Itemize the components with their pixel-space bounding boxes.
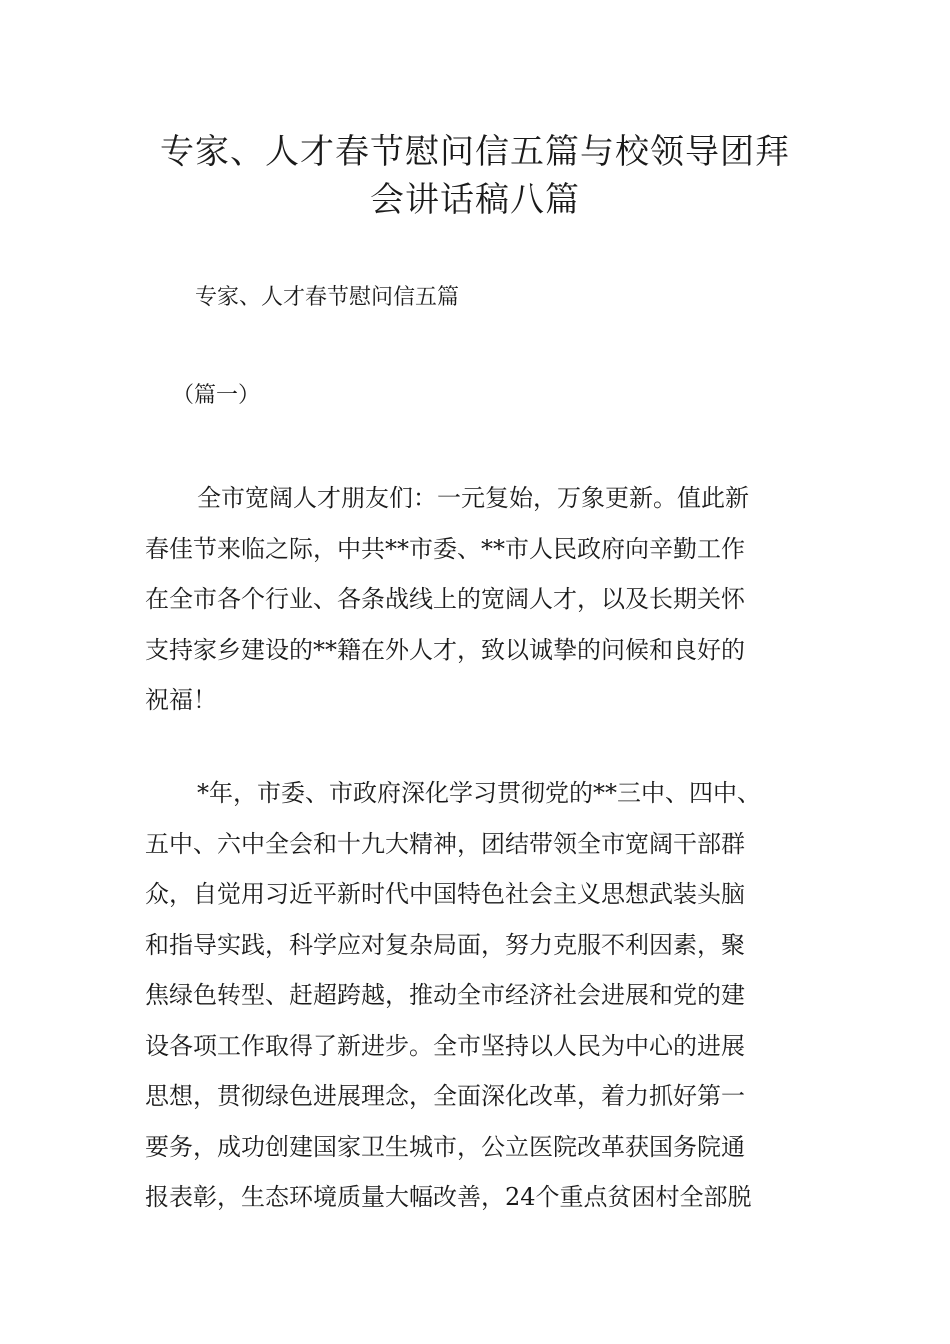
paragraph-line: 全市宽阔人才朋友们：一元复始，万象更新。值此新 <box>197 484 749 512</box>
paragraph-line: 春佳节来临之际，中共**市委、**市人民政府向辛勤工作 <box>145 534 745 563</box>
paragraph-line: 报表彰，生态环境质量大幅改善，24个重点贫困村全部脱 <box>145 1183 752 1211</box>
section-label: （篇一） <box>172 383 261 408</box>
paragraph-line: 焦绿色转型、赶超跨越，推动全市经济社会进展和党的建 <box>145 981 745 1009</box>
document-title <box>0 128 950 224</box>
paragraph-2 <box>145 768 809 1223</box>
paragraph-line: 思想，贯彻绿色进展理念，全面深化改革，着力抓好第一 <box>145 1082 745 1110</box>
paragraph-line: 祝福！ <box>145 686 217 714</box>
title-line: 专家、人才春节慰问信五篇与校领导团拜 <box>160 132 790 172</box>
paragraph-line: 众，自觉用习近平新时代中国特色社会主义思想武装头脑 <box>145 880 745 908</box>
paragraph-line: 设各项工作取得了新进步。全市坚持以人民为中心的进展 <box>145 1031 745 1060</box>
paragraph-line: 和指导实践，科学应对复杂局面，努力克服不利因素，聚 <box>145 930 745 959</box>
paragraph-line: 在全市各个行业、各条战线上的宽阔人才，以及长期关怀 <box>145 585 745 613</box>
title-line: 会讲话稿八篇 <box>370 180 580 220</box>
paragraph-line: 要务，成功创建国家卫生城市，公立医院改革获国务院通 <box>145 1132 745 1161</box>
paragraph-line: 支持家乡建设的**籍在外人才，致以诚挚的问候和良好的 <box>145 635 745 664</box>
paragraph-line: 五中、六中全会和十九大精神，团结带领全市宽阔干部群 <box>145 829 745 858</box>
subheading: 专家、人才春节慰问信五篇 <box>195 285 460 310</box>
paragraph-line: *年，市委、市政府深化学习贯彻党的**三中、四中、 <box>197 779 761 807</box>
paragraph-1 <box>145 473 809 726</box>
